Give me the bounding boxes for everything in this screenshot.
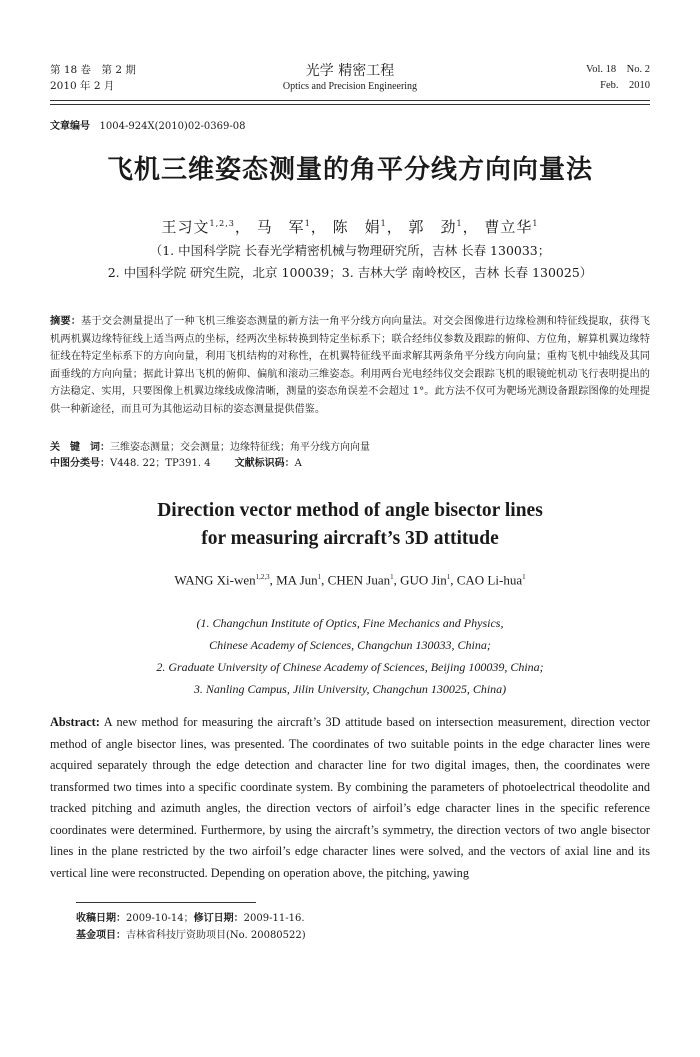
running-header bbox=[50, 62, 650, 96]
volume-issue-en: Vol. 18 No. 2 bbox=[586, 64, 650, 75]
author-en: CAO Li-hua bbox=[456, 572, 523, 588]
footnote-fund bbox=[76, 927, 650, 944]
footnote-dates bbox=[76, 910, 650, 927]
header-right bbox=[586, 62, 650, 94]
volume-issue-cn: 第 18 卷 第 2 期 bbox=[50, 64, 136, 76]
author-cn: 马 军 bbox=[256, 218, 305, 236]
abstract-en-label: Abstract: bbox=[50, 715, 100, 729]
abstract-en-text: A new method for measuring the aircraft’s 3D attitude based on intersection measurement, direction vector method of angle bisector lines, was presented. The coordinates of two suitable points in the edge character lines were acquired separately through the edge detection and character line for two digital images, then, the coordinates were transformed two times into a specific coordinate system. By combining the parameters of photoelectrical theodolite and tracked pitching and azimuth angles, the direction vectors of airfoil’s edge character lines in the specific reference coordinates were determined. Furthermore, by using the aircraft’s symmetry, the direction vectors of two angle bisector lines in the plane restricted by the two airfoil’s edge character lines were solved, and the vectors of axial line and its vertical line were reconstructed. Depending on operation above, the pitching, yawing bbox=[50, 715, 650, 880]
separator: ， bbox=[462, 218, 479, 236]
separator: ， bbox=[310, 218, 327, 236]
affiliation-line: 2. 中国科学院 研究生院，北京 100039；3. 吉林大学 南岭校区，吉林 长春 130025） bbox=[107, 265, 593, 280]
classification-cn bbox=[50, 456, 650, 472]
authors-en: WANG Xi-wen$^{1,2,3}$, MA Jun$^1$, CHEN Juan$^1$, GUO Jin$^1$, CAO Li-hua$^1$ bbox=[174, 572, 526, 588]
author-affiliation: 1 bbox=[304, 219, 311, 228]
keywords-cn bbox=[50, 440, 650, 456]
affiliation-line: （1. 中国科学院 长春光学精密机械与物理研究所，吉林 长春 130033； bbox=[149, 243, 551, 258]
author-affiliation: 1 bbox=[522, 573, 526, 581]
author-affiliation: 1 bbox=[446, 573, 451, 581]
journal-name-en: Optics and Precision Engineering bbox=[282, 81, 418, 92]
header-center bbox=[50, 62, 650, 94]
author-cn: 王习文 bbox=[161, 218, 210, 236]
affiliation-line: Chinese Academy of Sciences, Changchun 130033, China; bbox=[209, 638, 491, 652]
footnote-rule bbox=[76, 902, 256, 903]
date-en: Feb. 2010 bbox=[600, 80, 650, 91]
affiliation-line: 3. Nanling Campus, Jilin University, Changchun 130025, China) bbox=[193, 682, 507, 696]
separator: ， bbox=[234, 218, 251, 236]
revised-label: 修订日期： bbox=[193, 913, 244, 924]
article-number-label: 文章编号 bbox=[50, 121, 90, 132]
author-en: WANG Xi-wen bbox=[174, 572, 256, 588]
author-affiliation: 1 bbox=[317, 573, 322, 581]
fund-text: 吉林省科技厅资助项目(No. 20080522) bbox=[126, 930, 306, 941]
abstract-cn-text: 基于交会测量提出了一种飞机三维姿态测量的新方法一角平分线方向向量法。对交会图像进行边缘检测和特征线提取，获得飞机两机翼边缘特征线上适当两点的坐标，经两次坐标转换到特定坐标系下；联合经纬仪参数及跟踪的俯仰、方位角，解算机翼边缘特征线在特定坐标系下的方向向量，利用飞机结构的对称性，在机翼特征线平面求解其两条角平分线方向向量；重构飞机中轴线及其同面垂线的方向向量；据此计算出飞机的俯仰、偏航和滚动三维姿态。利用两台光电经纬仪交会跟踪飞机的眼镜蛇机动飞行表明提出的方法稳定、实用，只要图像上机翼边缘线成像清晰，测量的姿态角误差不会超过 1°。此方法不仅可为靶场光测设备跟踪图像的处理提供一种新途径，而且可为其他运动目标的姿态测量提供借鉴。 bbox=[50, 316, 650, 415]
doc-code-label: 文献标识码： bbox=[234, 458, 295, 469]
author-affiliation: 1,2,3 bbox=[209, 219, 235, 228]
author-affiliation: 1 bbox=[390, 573, 394, 581]
affiliations-cn bbox=[50, 240, 650, 284]
journal-name-cn: 光学 精密工程 bbox=[305, 63, 395, 79]
clc-label: 中图分类号： bbox=[50, 458, 110, 469]
author-en: CHEN Juan bbox=[327, 572, 391, 588]
author-affiliation: 1,2,3 bbox=[255, 573, 270, 581]
keywords-cn-label: 关 键 词： bbox=[50, 442, 110, 453]
author-en: MA Jun bbox=[276, 572, 318, 588]
abstract-en bbox=[50, 712, 650, 884]
header-rule bbox=[50, 100, 650, 101]
author-affiliation: 1 bbox=[532, 219, 539, 228]
author-cn: 曹立华 bbox=[484, 218, 533, 236]
affiliations-en bbox=[50, 612, 650, 700]
title-cn: 飞机三维姿态测量的角平分线方向向量法 bbox=[106, 155, 593, 185]
received-label: 收稿日期： bbox=[76, 913, 126, 924]
article-number-value: 1004-924X(2010)02-0369-08 bbox=[99, 121, 246, 132]
doc-code-value: A bbox=[294, 458, 302, 469]
header-rule-thin bbox=[50, 104, 650, 105]
keywords-cn-text: 三维姿态测量；交会测量；边缘特征线；角平分线方向向量 bbox=[110, 442, 370, 453]
author-en: GUO Jin bbox=[400, 572, 447, 588]
date-cn: 2010 年 2 月 bbox=[50, 80, 115, 92]
separator: ， bbox=[386, 218, 403, 236]
footnotes bbox=[76, 910, 650, 944]
title-en-line: Direction vector method of angle bisector lines bbox=[157, 500, 543, 521]
author-cn: 郭 劲 bbox=[408, 218, 457, 236]
title-en-line: for measuring aircraft’s 3D attitude bbox=[201, 528, 499, 549]
abstract-cn-label: 摘要： bbox=[50, 316, 82, 327]
fund-label: 基金项目： bbox=[76, 930, 126, 941]
abstract-cn bbox=[50, 313, 650, 419]
author-cn: 陈 娟 bbox=[332, 218, 381, 236]
title-en bbox=[50, 497, 650, 553]
affiliation-line: (1. Changchun Institute of Optics, Fine Mechanics and Physics, bbox=[196, 616, 504, 630]
revised-date: 2009-11-16. bbox=[243, 913, 305, 924]
article-number bbox=[50, 120, 246, 134]
authors-cn bbox=[50, 214, 650, 237]
received-date: 2009-10-14； bbox=[126, 913, 194, 924]
clc-value: V448. 22；TP391. 4 bbox=[110, 458, 211, 469]
affiliation-line: 2. Graduate University of Chinese Academy of Sciences, Beijing 100039, China; bbox=[156, 660, 544, 674]
author-affiliation: 1 bbox=[456, 219, 463, 228]
author-affiliation: 1 bbox=[380, 219, 387, 228]
